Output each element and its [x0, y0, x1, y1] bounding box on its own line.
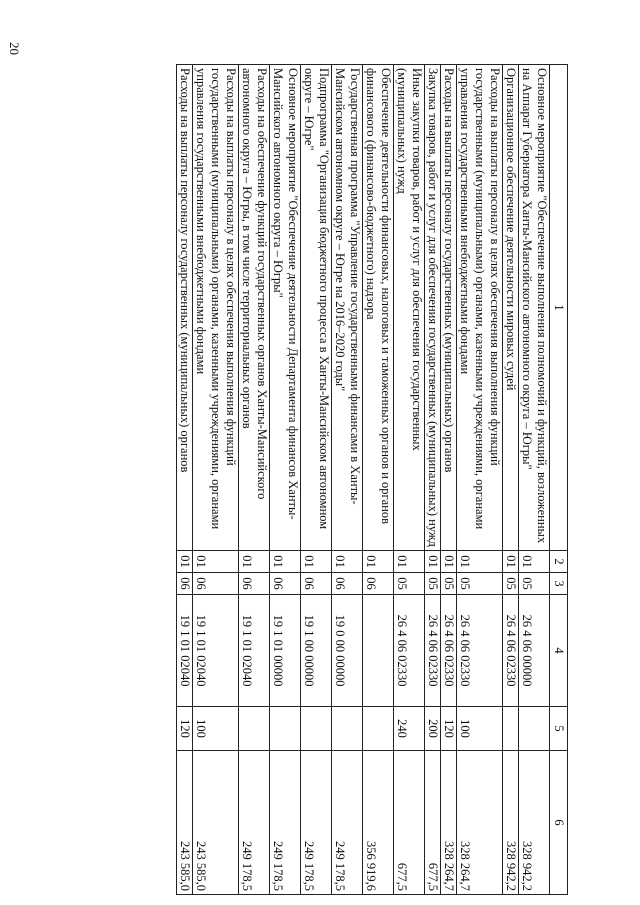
subsection-cell: 06 [363, 573, 394, 595]
subsection-cell: 06 [301, 573, 332, 595]
table-row [332, 65, 363, 895]
expense-type-cell: 100 [457, 707, 503, 751]
table-row [425, 65, 441, 895]
table-row [363, 65, 394, 895]
target-article-cell: 19 1 01 02040 [177, 595, 193, 707]
expense-type-cell [363, 707, 394, 751]
section-cell: 01 [503, 551, 519, 573]
section-cell: 01 [270, 551, 301, 573]
table-row [193, 65, 239, 895]
expense-type-cell: 120 [441, 707, 457, 751]
subsection-cell: 06 [332, 573, 363, 595]
row-name-cell: Подпрограмма "Организация бюджетного процесса в Ханты-Мансийском автономном округе – Югре" [301, 65, 332, 551]
expense-type-cell [270, 707, 301, 751]
section-cell: 01 [441, 551, 457, 573]
row-name-cell: Обеспечение деятельности финансовых, налоговых и таможенных органов и органов финансового (финансово-бюджетного) надзора [363, 65, 394, 551]
table-row [441, 65, 457, 895]
expense-type-cell [332, 707, 363, 751]
target-article-cell: 19 1 01 02040 [193, 595, 239, 707]
row-name-cell: Расходы на выплаты персоналу в целях обеспечения выполнения функций государственными (муниципальными) органами, казенными учреждениями, органами управления государственными внебюджетными фондами [457, 65, 503, 551]
col-header-2: 2 [550, 551, 568, 573]
section-cell: 01 [457, 551, 503, 573]
target-article-cell: 26 4 06 02330 [394, 595, 425, 707]
subsection-cell: 06 [177, 573, 193, 595]
table-row [177, 65, 193, 895]
expense-type-cell: 100 [193, 707, 239, 751]
row-name-cell: Расходы на выплаты персоналу государственных (муниципальных) органов [441, 65, 457, 551]
target-article-cell: 26 4 06 02330 [425, 595, 441, 707]
subsection-cell: 06 [239, 573, 270, 595]
target-article-cell: 19 0 00 00000 [332, 595, 363, 707]
col-header-3: 3 [550, 573, 568, 595]
col-header-6: 6 [550, 751, 568, 895]
table-row [239, 65, 270, 895]
table-row [457, 65, 503, 895]
section-cell: 01 [301, 551, 332, 573]
subsection-cell: 05 [441, 573, 457, 595]
amount-cell: 328 264,7 [457, 751, 503, 895]
amount-cell: 356 919,6 [363, 751, 394, 895]
row-name-cell: Расходы на обеспечение функций государственных органов Ханты-Мансийского автономного округа – Югры, в том числе территориальных органов [239, 65, 270, 551]
section-cell: 01 [239, 551, 270, 573]
section-cell: 01 [193, 551, 239, 573]
subsection-cell: 06 [270, 573, 301, 595]
table-body [177, 65, 550, 895]
target-article-cell: 26 4 06 02330 [457, 595, 503, 707]
expense-type-cell [239, 707, 270, 751]
col-header-5: 5 [550, 707, 568, 751]
target-article-cell: 19 1 01 02040 [239, 595, 270, 707]
row-name-cell: Закупка товаров, работ и услуг для обеспечения государственных (муниципальных) нужд [425, 65, 441, 551]
row-name-cell: Основное мероприятие "Обеспечение деятельности Департамента финансов Ханты-Мансийского автономного округа – Югры" [270, 65, 301, 551]
expense-type-cell: 240 [394, 707, 425, 751]
amount-cell: 677,5 [425, 751, 441, 895]
table-row [503, 65, 519, 895]
table-row [301, 65, 332, 895]
subsection-cell: 05 [394, 573, 425, 595]
row-name-cell: Иные закупки товаров, работ и услуг для обеспечения государственных (муниципальных) нужд [394, 65, 425, 551]
header-row [550, 65, 568, 895]
table-row [270, 65, 301, 895]
subsection-cell: 06 [193, 573, 239, 595]
amount-cell: 328 942,2 [519, 751, 550, 895]
amount-cell: 249 178,5 [239, 751, 270, 895]
section-cell: 01 [332, 551, 363, 573]
amount-cell: 249 178,5 [301, 751, 332, 895]
section-cell: 01 [519, 551, 550, 573]
row-name-cell: Расходы на выплаты персоналу государственных (муниципальных) органов [177, 65, 193, 551]
section-cell: 01 [425, 551, 441, 573]
expense-type-cell [519, 707, 550, 751]
row-name-cell: Расходы на выплаты персоналу в целях обеспечения выполнения функций государственными (муниципальными) органами, казенными учреждениями, органами управления государственными внебюджетными фондами [193, 65, 239, 551]
target-article-cell [363, 595, 394, 707]
amount-cell: 249 178,5 [270, 751, 301, 895]
expense-type-cell: 120 [177, 707, 193, 751]
row-name-cell: Основное мероприятие "Обеспечение выполнения полномочий и функций, возложенных на Аппарат Губернатора Ханты-Мансийского автономного округа – Югры" [519, 65, 550, 551]
table-row [394, 65, 425, 895]
col-header-4: 4 [550, 595, 568, 707]
amount-cell: 328 942,2 [503, 751, 519, 895]
subsection-cell: 05 [519, 573, 550, 595]
amount-cell: 677,5 [394, 751, 425, 895]
expense-type-cell [301, 707, 332, 751]
amount-cell: 328 264,7 [441, 751, 457, 895]
amount-cell: 243 585,0 [177, 751, 193, 895]
amount-cell: 243 585,0 [193, 751, 239, 895]
section-cell: 01 [394, 551, 425, 573]
budget-table [176, 64, 568, 895]
rotated-table-container [88, 64, 568, 894]
target-article-cell: 19 1 01 00000 [270, 595, 301, 707]
subsection-cell: 05 [457, 573, 503, 595]
row-name-cell: Государственная программа "Управление государственными финансами в Ханты-Мансийском автономном округе – Югре на 2016–2020 годы" [332, 65, 363, 551]
target-article-cell: 26 4 06 00000 [519, 595, 550, 707]
section-cell: 01 [177, 551, 193, 573]
col-header-1: 1 [550, 65, 568, 551]
section-cell: 01 [363, 551, 394, 573]
target-article-cell: 26 4 06 02330 [503, 595, 519, 707]
expense-type-cell [503, 707, 519, 751]
subsection-cell: 05 [503, 573, 519, 595]
target-article-cell: 26 4 06 02330 [441, 595, 457, 707]
amount-cell: 249 178,5 [332, 751, 363, 895]
subsection-cell: 05 [425, 573, 441, 595]
expense-type-cell: 200 [425, 707, 441, 751]
table-row [519, 65, 550, 895]
target-article-cell: 19 1 00 00000 [301, 595, 332, 707]
page-number: 20 [7, 42, 22, 55]
row-name-cell: Организационное обеспечение деятельности мировых судей [503, 65, 519, 551]
